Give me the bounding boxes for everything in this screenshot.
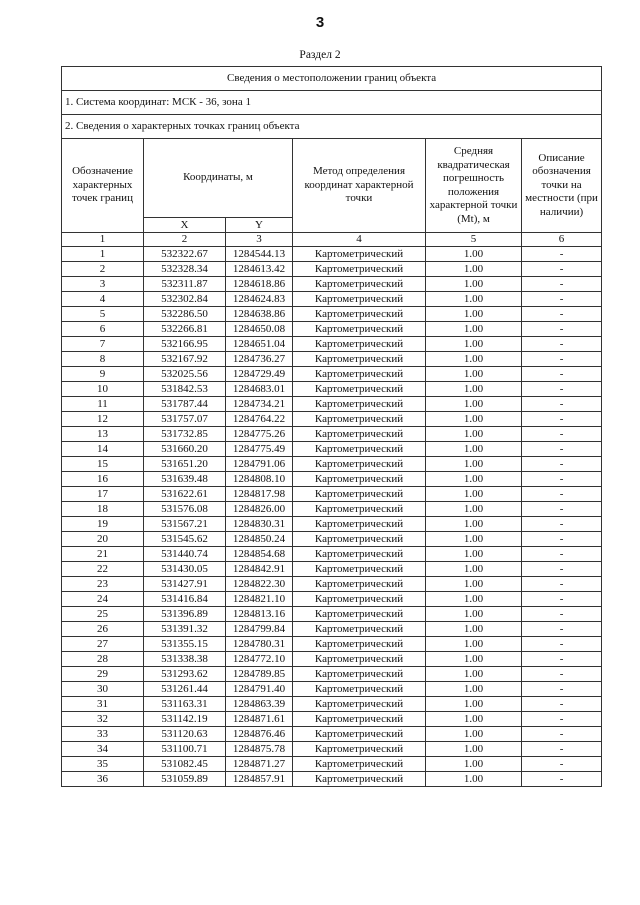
coord-y: 1284638.86: [226, 307, 293, 322]
point-number: 16: [62, 472, 144, 487]
point-number: 20: [62, 532, 144, 547]
table-row: [62, 607, 602, 622]
description-cell: -: [522, 442, 602, 457]
coord-y: 1284791.40: [226, 682, 293, 697]
method-cell: Картометрический: [293, 517, 426, 532]
point-number: 11: [62, 397, 144, 412]
method-cell: Картометрический: [293, 757, 426, 772]
method-cell: Картометрический: [293, 337, 426, 352]
accuracy-cell: 1.00: [426, 742, 522, 757]
header-y: Y: [226, 218, 293, 233]
accuracy-cell: 1.00: [426, 667, 522, 682]
coord-x: 531261.44: [144, 682, 226, 697]
point-number: 15: [62, 457, 144, 472]
accuracy-cell: 1.00: [426, 697, 522, 712]
point-number: 28: [62, 652, 144, 667]
description-cell: -: [522, 697, 602, 712]
coord-x: 531100.71: [144, 742, 226, 757]
coord-x: 532302.84: [144, 292, 226, 307]
point-number: 1: [62, 247, 144, 262]
method-cell: Картометрический: [293, 622, 426, 637]
description-cell: -: [522, 427, 602, 442]
coordinate-system: 1. Система координат: МСК - 36, зона 1: [62, 91, 602, 115]
coord-x: 531082.45: [144, 757, 226, 772]
coord-x: 531787.44: [144, 397, 226, 412]
column-numbers-row: [62, 233, 602, 247]
accuracy-cell: 1.00: [426, 757, 522, 772]
point-number: 27: [62, 637, 144, 652]
coord-x: 531293.62: [144, 667, 226, 682]
coord-y: 1284624.83: [226, 292, 293, 307]
table-row: [62, 337, 602, 352]
coord-y: 1284799.84: [226, 622, 293, 637]
coord-y: 1284772.10: [226, 652, 293, 667]
point-number: 21: [62, 547, 144, 562]
points-heading: 2. Сведения о характерных точках границ объекта: [62, 115, 602, 139]
coord-x: 531757.07: [144, 412, 226, 427]
coord-x: 531391.32: [144, 622, 226, 637]
boundary-points-table: [61, 66, 602, 787]
coord-x: 532266.81: [144, 322, 226, 337]
coord-x: 531430.05: [144, 562, 226, 577]
coord-x: 531545.62: [144, 532, 226, 547]
table-row: [62, 532, 602, 547]
column-number: 2: [144, 233, 226, 247]
method-cell: Картометрический: [293, 442, 426, 457]
accuracy-cell: 1.00: [426, 412, 522, 427]
method-cell: Картометрический: [293, 382, 426, 397]
coord-x: 531427.91: [144, 577, 226, 592]
coord-y: 1284613.42: [226, 262, 293, 277]
coord-x: 531660.20: [144, 442, 226, 457]
accuracy-cell: 1.00: [426, 592, 522, 607]
coord-x: 531567.21: [144, 517, 226, 532]
header-method: Метод определения координат характерной точки: [293, 139, 426, 233]
accuracy-cell: 1.00: [426, 247, 522, 262]
table-row: [62, 247, 602, 262]
method-cell: Картометрический: [293, 397, 426, 412]
header-description: Описание обозначения точки на местности (при наличии): [522, 139, 602, 233]
column-number: 1: [62, 233, 144, 247]
method-cell: Картометрический: [293, 277, 426, 292]
point-number: 26: [62, 622, 144, 637]
accuracy-cell: 1.00: [426, 472, 522, 487]
coord-y: 1284871.61: [226, 712, 293, 727]
coord-y: 1284857.91: [226, 772, 293, 787]
accuracy-cell: 1.00: [426, 562, 522, 577]
table-row: [62, 502, 602, 517]
accuracy-cell: 1.00: [426, 607, 522, 622]
table-row: [62, 307, 602, 322]
table-row: [62, 412, 602, 427]
table-row: [62, 457, 602, 472]
description-cell: -: [522, 412, 602, 427]
coord-y: 1284850.24: [226, 532, 293, 547]
description-cell: -: [522, 772, 602, 787]
description-cell: -: [522, 397, 602, 412]
header-designation: Обозначение характерных точек границ: [62, 139, 144, 233]
coord-x: 531338.38: [144, 652, 226, 667]
point-number: 5: [62, 307, 144, 322]
coord-y: 1284871.27: [226, 757, 293, 772]
coord-x: 531576.08: [144, 502, 226, 517]
accuracy-cell: 1.00: [426, 442, 522, 457]
method-cell: Картометрический: [293, 727, 426, 742]
accuracy-cell: 1.00: [426, 652, 522, 667]
method-cell: Картометрический: [293, 532, 426, 547]
coord-x: 532286.50: [144, 307, 226, 322]
description-cell: -: [522, 472, 602, 487]
accuracy-cell: 1.00: [426, 277, 522, 292]
accuracy-cell: 1.00: [426, 427, 522, 442]
column-number: 6: [522, 233, 602, 247]
accuracy-cell: 1.00: [426, 547, 522, 562]
description-cell: -: [522, 757, 602, 772]
method-cell: Картометрический: [293, 487, 426, 502]
column-number: 4: [293, 233, 426, 247]
table-title: Сведения о местоположении границ объекта: [62, 67, 602, 91]
table-row: [62, 757, 602, 772]
page-number: 3: [315, 14, 325, 31]
description-cell: -: [522, 502, 602, 517]
table-row: [62, 442, 602, 457]
table-row: [62, 622, 602, 637]
description-cell: -: [522, 532, 602, 547]
point-number: 8: [62, 352, 144, 367]
description-cell: -: [522, 607, 602, 622]
coord-y: 1284822.30: [226, 577, 293, 592]
table-row: [62, 637, 602, 652]
coord-x: 531622.61: [144, 487, 226, 502]
method-cell: Картометрический: [293, 352, 426, 367]
point-number: 18: [62, 502, 144, 517]
accuracy-cell: 1.00: [426, 307, 522, 322]
point-number: 24: [62, 592, 144, 607]
table-row: [62, 352, 602, 367]
accuracy-cell: 1.00: [426, 352, 522, 367]
point-number: 19: [62, 517, 144, 532]
coord-y: 1284650.08: [226, 322, 293, 337]
header-x: X: [144, 218, 226, 233]
coord-y: 1284736.27: [226, 352, 293, 367]
description-cell: -: [522, 712, 602, 727]
point-number: 31: [62, 697, 144, 712]
coord-y: 1284842.91: [226, 562, 293, 577]
description-cell: -: [522, 547, 602, 562]
point-number: 2: [62, 262, 144, 277]
coord-y: 1284651.04: [226, 337, 293, 352]
description-cell: -: [522, 307, 602, 322]
method-cell: Картометрический: [293, 322, 426, 337]
header-coordinates: Координаты, м: [144, 139, 293, 218]
coord-x: 531732.85: [144, 427, 226, 442]
coord-y: 1284817.98: [226, 487, 293, 502]
coord-y: 1284683.01: [226, 382, 293, 397]
point-number: 9: [62, 367, 144, 382]
point-number: 6: [62, 322, 144, 337]
coord-y: 1284791.06: [226, 457, 293, 472]
table-row: [62, 382, 602, 397]
point-number: 30: [62, 682, 144, 697]
description-cell: -: [522, 727, 602, 742]
coord-x: 531396.89: [144, 607, 226, 622]
method-cell: Картометрический: [293, 262, 426, 277]
coord-x: 532166.95: [144, 337, 226, 352]
method-cell: Картометрический: [293, 652, 426, 667]
description-cell: -: [522, 592, 602, 607]
description-cell: -: [522, 577, 602, 592]
method-cell: Картометрический: [293, 307, 426, 322]
coord-x: 532167.92: [144, 352, 226, 367]
description-cell: -: [522, 382, 602, 397]
accuracy-cell: 1.00: [426, 712, 522, 727]
table-row: [62, 262, 602, 277]
point-number: 14: [62, 442, 144, 457]
table-row: [62, 712, 602, 727]
method-cell: Картометрический: [293, 427, 426, 442]
accuracy-cell: 1.00: [426, 322, 522, 337]
table-row: [62, 562, 602, 577]
accuracy-cell: 1.00: [426, 727, 522, 742]
header-accuracy: Средняя квадратическая погрешность положения характерной точки (Mt), м: [426, 139, 522, 233]
description-cell: -: [522, 247, 602, 262]
accuracy-cell: 1.00: [426, 637, 522, 652]
point-number: 25: [62, 607, 144, 622]
table-row: [62, 682, 602, 697]
accuracy-cell: 1.00: [426, 262, 522, 277]
table-row: [62, 277, 602, 292]
method-cell: Картометрический: [293, 457, 426, 472]
method-cell: Картометрический: [293, 472, 426, 487]
method-cell: Картометрический: [293, 712, 426, 727]
table-row: [62, 487, 602, 502]
coord-y: 1284830.31: [226, 517, 293, 532]
table-row: [62, 517, 602, 532]
table-row: [62, 697, 602, 712]
table-row: [62, 547, 602, 562]
point-number: 36: [62, 772, 144, 787]
coord-y: 1284826.00: [226, 502, 293, 517]
coord-y: 1284729.49: [226, 367, 293, 382]
description-cell: -: [522, 742, 602, 757]
point-number: 29: [62, 667, 144, 682]
description-cell: -: [522, 322, 602, 337]
method-cell: Картометрический: [293, 742, 426, 757]
accuracy-cell: 1.00: [426, 292, 522, 307]
coord-x: 531639.48: [144, 472, 226, 487]
method-cell: Картометрический: [293, 772, 426, 787]
method-cell: Картометрический: [293, 682, 426, 697]
method-cell: Картометрический: [293, 292, 426, 307]
coord-x: 532322.67: [144, 247, 226, 262]
accuracy-cell: 1.00: [426, 577, 522, 592]
point-number: 7: [62, 337, 144, 352]
description-cell: -: [522, 487, 602, 502]
coord-x: 531059.89: [144, 772, 226, 787]
accuracy-cell: 1.00: [426, 487, 522, 502]
table-row: [62, 472, 602, 487]
point-number: 33: [62, 727, 144, 742]
coord-x: 531355.15: [144, 637, 226, 652]
table-row: [62, 667, 602, 682]
coord-y: 1284780.31: [226, 637, 293, 652]
coord-x: 532025.56: [144, 367, 226, 382]
point-number: 4: [62, 292, 144, 307]
coord-y: 1284618.86: [226, 277, 293, 292]
coord-x: 531440.74: [144, 547, 226, 562]
table-row: [62, 592, 602, 607]
coord-y: 1284854.68: [226, 547, 293, 562]
description-cell: -: [522, 292, 602, 307]
accuracy-cell: 1.00: [426, 517, 522, 532]
coord-x: 532311.87: [144, 277, 226, 292]
method-cell: Картометрический: [293, 607, 426, 622]
table-row: [62, 292, 602, 307]
coord-y: 1284813.16: [226, 607, 293, 622]
point-number: 17: [62, 487, 144, 502]
point-number: 13: [62, 427, 144, 442]
method-cell: Картометрический: [293, 637, 426, 652]
coord-y: 1284876.46: [226, 727, 293, 742]
point-number: 10: [62, 382, 144, 397]
description-cell: -: [522, 517, 602, 532]
method-cell: Картометрический: [293, 592, 426, 607]
method-cell: Картометрический: [293, 562, 426, 577]
table-row: [62, 577, 602, 592]
point-number: 34: [62, 742, 144, 757]
point-number: 3: [62, 277, 144, 292]
description-cell: -: [522, 262, 602, 277]
table-row: [62, 727, 602, 742]
method-cell: Картометрический: [293, 577, 426, 592]
description-cell: -: [522, 277, 602, 292]
coord-x: 531163.31: [144, 697, 226, 712]
description-cell: -: [522, 652, 602, 667]
coord-y: 1284775.26: [226, 427, 293, 442]
point-number: 32: [62, 712, 144, 727]
column-number: 3: [226, 233, 293, 247]
table-row: [62, 772, 602, 787]
table-row: [62, 742, 602, 757]
section-label: Раздел 2: [299, 49, 341, 61]
method-cell: Картометрический: [293, 547, 426, 562]
coord-x: 531842.53: [144, 382, 226, 397]
accuracy-cell: 1.00: [426, 367, 522, 382]
coord-x: 531416.84: [144, 592, 226, 607]
coord-y: 1284821.10: [226, 592, 293, 607]
coord-y: 1284544.13: [226, 247, 293, 262]
description-cell: -: [522, 337, 602, 352]
point-number: 23: [62, 577, 144, 592]
coord-y: 1284789.85: [226, 667, 293, 682]
method-cell: Картометрический: [293, 247, 426, 262]
accuracy-cell: 1.00: [426, 532, 522, 547]
coord-y: 1284775.49: [226, 442, 293, 457]
coord-x: 531142.19: [144, 712, 226, 727]
coord-y: 1284764.22: [226, 412, 293, 427]
table-row: [62, 652, 602, 667]
accuracy-cell: 1.00: [426, 337, 522, 352]
accuracy-cell: 1.00: [426, 622, 522, 637]
description-cell: -: [522, 352, 602, 367]
table-row: [62, 322, 602, 337]
accuracy-cell: 1.00: [426, 502, 522, 517]
coord-x: 531120.63: [144, 727, 226, 742]
coord-y: 1284808.10: [226, 472, 293, 487]
method-cell: Картометрический: [293, 697, 426, 712]
method-cell: Картометрический: [293, 667, 426, 682]
table-row: [62, 397, 602, 412]
description-cell: -: [522, 367, 602, 382]
method-cell: Картометрический: [293, 412, 426, 427]
table-row: [62, 367, 602, 382]
coord-y: 1284875.78: [226, 742, 293, 757]
description-cell: -: [522, 637, 602, 652]
accuracy-cell: 1.00: [426, 397, 522, 412]
method-cell: Картометрический: [293, 502, 426, 517]
point-number: 35: [62, 757, 144, 772]
point-number: 22: [62, 562, 144, 577]
column-number: 5: [426, 233, 522, 247]
coord-x: 531651.20: [144, 457, 226, 472]
accuracy-cell: 1.00: [426, 382, 522, 397]
accuracy-cell: 1.00: [426, 457, 522, 472]
coord-x: 532328.34: [144, 262, 226, 277]
point-number: 12: [62, 412, 144, 427]
description-cell: -: [522, 667, 602, 682]
accuracy-cell: 1.00: [426, 772, 522, 787]
table-row: [62, 427, 602, 442]
description-cell: -: [522, 562, 602, 577]
accuracy-cell: 1.00: [426, 682, 522, 697]
coord-y: 1284863.39: [226, 697, 293, 712]
description-cell: -: [522, 457, 602, 472]
coord-y: 1284734.21: [226, 397, 293, 412]
description-cell: -: [522, 622, 602, 637]
method-cell: Картометрический: [293, 367, 426, 382]
description-cell: -: [522, 682, 602, 697]
